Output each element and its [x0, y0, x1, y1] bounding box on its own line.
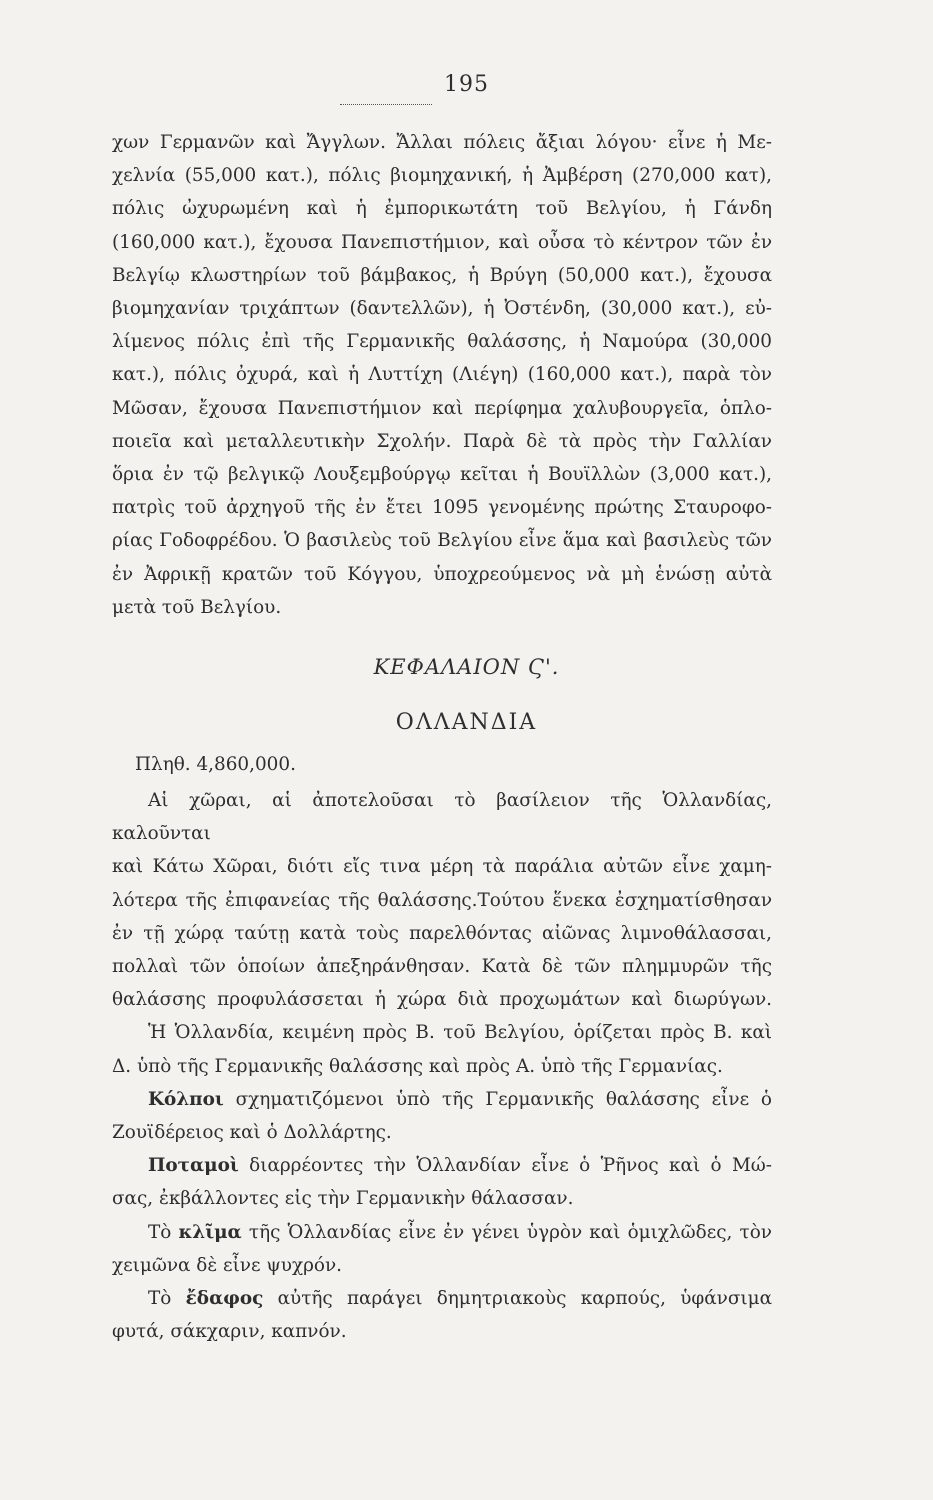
climate-term: κλῖμα: [178, 1221, 242, 1243]
chapter-heading: ΚΕΦΑΛΑΙΟΝ Ϛ'.: [373, 655, 560, 679]
text-line: ἐν τῇ χώρᾳ ταύτῃ κατὰ τοὺς παρελθόντας αἰῶνας λιμνοθάλασσαι,: [112, 922, 772, 944]
text-line: λίμενος πόλις ἐπὶ τῆς Γερμανικῆς θαλάσσης, ἡ Ναμούρα (30,000: [112, 331, 772, 353]
gulfs-term: Κόλποι: [148, 1088, 224, 1110]
text-line: Μῶσαν, ἔχουσα Πανεπιστήμιον καὶ περίφημα χαλυβουργεῖα, ὁπλο-: [112, 397, 772, 419]
page-number: 195: [444, 72, 489, 97]
text-line: φυτά, σάκχαριν, καπνόν.: [112, 1321, 347, 1343]
text-span: Τὸ: [148, 1288, 186, 1310]
belgium-cities-paragraph: [112, 126, 772, 624]
text-span: αὐτῆς παράγει δημητριακοὺς καρπούς, ὑφάνσιμα: [263, 1288, 772, 1310]
soil-line: [112, 1282, 772, 1315]
text-span: Τὸ: [148, 1221, 179, 1243]
text-line: Ζουϊδέρειος καὶ ὁ Δολλάρτης.: [112, 1122, 392, 1144]
climate-line: [112, 1216, 772, 1249]
text-line: Βελγίῳ κλωστηρίων τοῦ βάμβακος, ἡ Βρύγη (50,000 κατ.), ἔχουσα: [112, 264, 772, 286]
text-line: Αἱ χῶραι, αἱ ἀποτελοῦσαι τὸ βασίλειον τῆς Ὁλλανδίας, καλοῦνται: [112, 790, 772, 845]
holland-body: [112, 784, 772, 1348]
population-line: Πληθ. 4,860,000.: [135, 754, 296, 775]
text-span: σχηματιζόμενοι ὑπὸ τῆς Γερμανικῆς θαλάσσης εἶνε ὁ: [223, 1088, 772, 1110]
text-span: τῆς Ὁλλανδίας εἶνε ἐν γένει ὑγρὸν καὶ ὁμιχλῶδες, τὸν: [241, 1221, 772, 1243]
text-line: (160,000 κατ.), ἔχουσα Πανεπιστήμιον, καὶ οὖσα τὸ κέντρον τῶν ἐν: [112, 231, 772, 253]
text-line: πόλις ὠχυρωμένη καὶ ἡ ἐμπορικωτάτη τοῦ Βελγίου, ἡ Γάνδη: [112, 198, 772, 220]
text-line: ποιεῖα καὶ μεταλλευτικὴν Σχολήν. Παρὰ δὲ τὰ πρὸς τὴν Γαλλίαν: [112, 430, 772, 452]
text-line: χειμῶνα δὲ εἶνε ψυχρόν.: [112, 1254, 343, 1276]
country-heading: ΟΛΛΑΝΔΙΑ: [395, 710, 538, 735]
text-line: πατρὶς τοῦ ἀρχηγοῦ τῆς ἐν ἔτει 1095 γενομένης πρώτης Σταυροφο-: [112, 497, 772, 519]
page-number-rule: [340, 104, 432, 105]
text-line: λότερα τῆς ἐπιφανείας τῆς θαλάσσης.Τούτου ἕνεκα ἐσχηματίσθησαν: [112, 889, 772, 911]
text-line: χελνία (55,000 κατ.), πόλις βιομηχανική, ἡ Ἀμβέρση (270,000 κατ),: [112, 165, 772, 187]
gulfs-line: [112, 1083, 772, 1116]
text-line: Ἡ Ὁλλανδία, κειμένη πρὸς Β. τοῦ Βελγίου, ὁρίζεται πρὸς Β. καὶ: [148, 1022, 772, 1044]
text-span: διαρρέοντες τὴν Ὁλλανδίαν εἶνε ὁ Ῥῆνος καὶ ὁ Μώ-: [238, 1155, 772, 1177]
text-line: θαλάσσης προφυλάσσεται ἡ χώρα διὰ προχωμάτων καὶ διωρύγων.: [112, 989, 772, 1011]
text-line: μετὰ τοῦ Βελγίου.: [112, 596, 282, 618]
rivers-term: Ποταμοὶ: [148, 1155, 239, 1177]
text-line: χων Γερμανῶν καὶ Ἄγγλων. Ἄλλαι πόλεις ἄξιαι λόγου· εἶνε ἡ Με-: [112, 132, 772, 153]
rivers-line: [112, 1149, 772, 1182]
text-line: κατ.), πόλις ὀχυρά, καὶ ἡ Λυττίχη (Λιέγη) (160,000 κατ.), παρὰ τὸν: [112, 364, 772, 386]
text-line: ὅρια ἐν τῷ βελγικῷ Λουξεμβούργῳ κεῖται ἡ Βουϊλλὼν (3,000 κατ.),: [112, 464, 772, 486]
text-line: βιομηχανίαν τριχάπτων (δαντελλῶν), ἡ Ὀστένδη, (30,000 κατ.), εὐ-: [112, 298, 772, 320]
text-line: πολλαὶ τῶν ὁποίων ἀπεξηράνθησαν. Κατὰ δὲ τῶν πλημμυρῶν τῆς: [112, 956, 772, 978]
text-line: ἐν Ἀφρικῇ κρατῶν τοῦ Κόγγου, ὑποχρεούμενος νὰ μὴ ἑνώσῃ αὐτὰ: [112, 563, 772, 585]
text-line: σας, ἐκβάλλοντες εἰς τὴν Γερμανικὴν θάλασσαν.: [112, 1188, 574, 1210]
text-line: Δ. ὑπὸ τῆς Γερμανικῆς θαλάσσης καὶ πρὸς Α. ὑπὸ τῆς Γερμανίας.: [112, 1055, 723, 1077]
soil-term: ἔδαφος: [185, 1288, 264, 1310]
text-line: καὶ Κάτω Χῶραι, διότι εἴς τινα μέρη τὰ παράλια αὐτῶν εἶνε χαμη-: [112, 856, 772, 878]
text-line: ρίας Γοδοφρέδου. Ὁ βασιλεὺς τοῦ Βελγίου εἶνε ἅμα καὶ βασιλεὺς τῶν: [112, 530, 772, 552]
